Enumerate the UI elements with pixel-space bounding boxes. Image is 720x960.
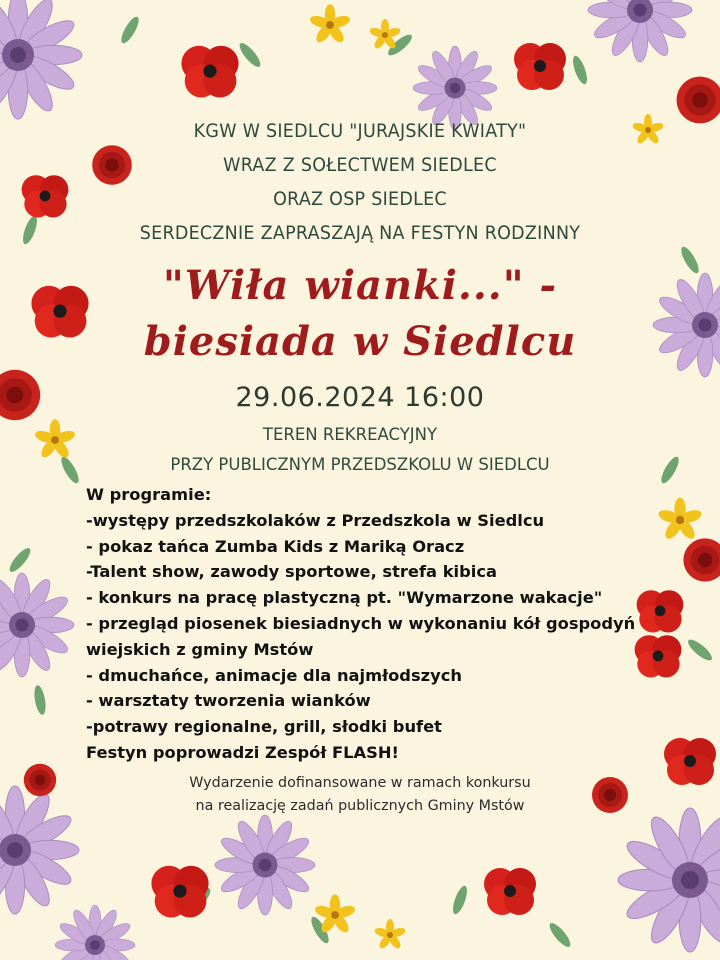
program-heading: W programie:	[86, 485, 212, 504]
program-item: - warsztaty tworzenia wianków	[86, 691, 371, 711]
program-item: -występy przedszkolaków z Przedszkola w Siedlcu	[86, 510, 545, 530]
program-item: - dmuchańce, animacje dla najmłodszych	[86, 665, 462, 685]
event-place-line-2: PRZY PUBLICZNYM PRZEDSZKOLU W SIEDLCU	[170, 455, 550, 474]
program-item: wiejskich z gminy Mstów	[86, 639, 314, 659]
funding-line-2: na realizację zadań publicznych Gminy Mstów	[195, 798, 525, 814]
header-line-2: WRAZ Z SOŁECTWEM SIEDLEC	[223, 154, 497, 176]
event-place-line-1: TEREN REKREACYJNY	[262, 425, 438, 444]
title-line-1: "Wiła wianki..." -	[162, 262, 558, 309]
funding-line-1: Wydarzenie dofinansowane w ramach konkursu	[189, 775, 531, 791]
header-line-4: SERDECZNIE ZAPRASZAJĄ NA FESTYN RODZINNY	[139, 222, 581, 244]
program-item: - pokaz tańca Zumba Kids z Mariką Oracz	[86, 536, 465, 556]
program-item: -Talent show, zawody sportowe, strefa kibica	[86, 562, 497, 582]
program-list	[86, 482, 646, 766]
program-closing: Festyn poprowadzi Zespół FLASH!	[86, 742, 399, 762]
program-item: - konkurs na pracę plastyczną pt. "Wymarzone wakacje"	[86, 588, 603, 608]
title-line-2: biesiada w Siedlcu	[143, 318, 577, 365]
header-line-1: KGW W SIEDLCU "JURAJSKIE KWIATY"	[193, 120, 527, 142]
event-datetime: 29.06.2024 16:00	[235, 382, 485, 413]
program-item: -potrawy regionalne, grill, słodki bufet	[86, 717, 442, 737]
header-line-3: ORAZ OSP SIEDLEC	[273, 188, 447, 210]
program-item: - przegląd piosenek biesiadnych w wykonaniu kół gospodyń	[86, 613, 636, 633]
